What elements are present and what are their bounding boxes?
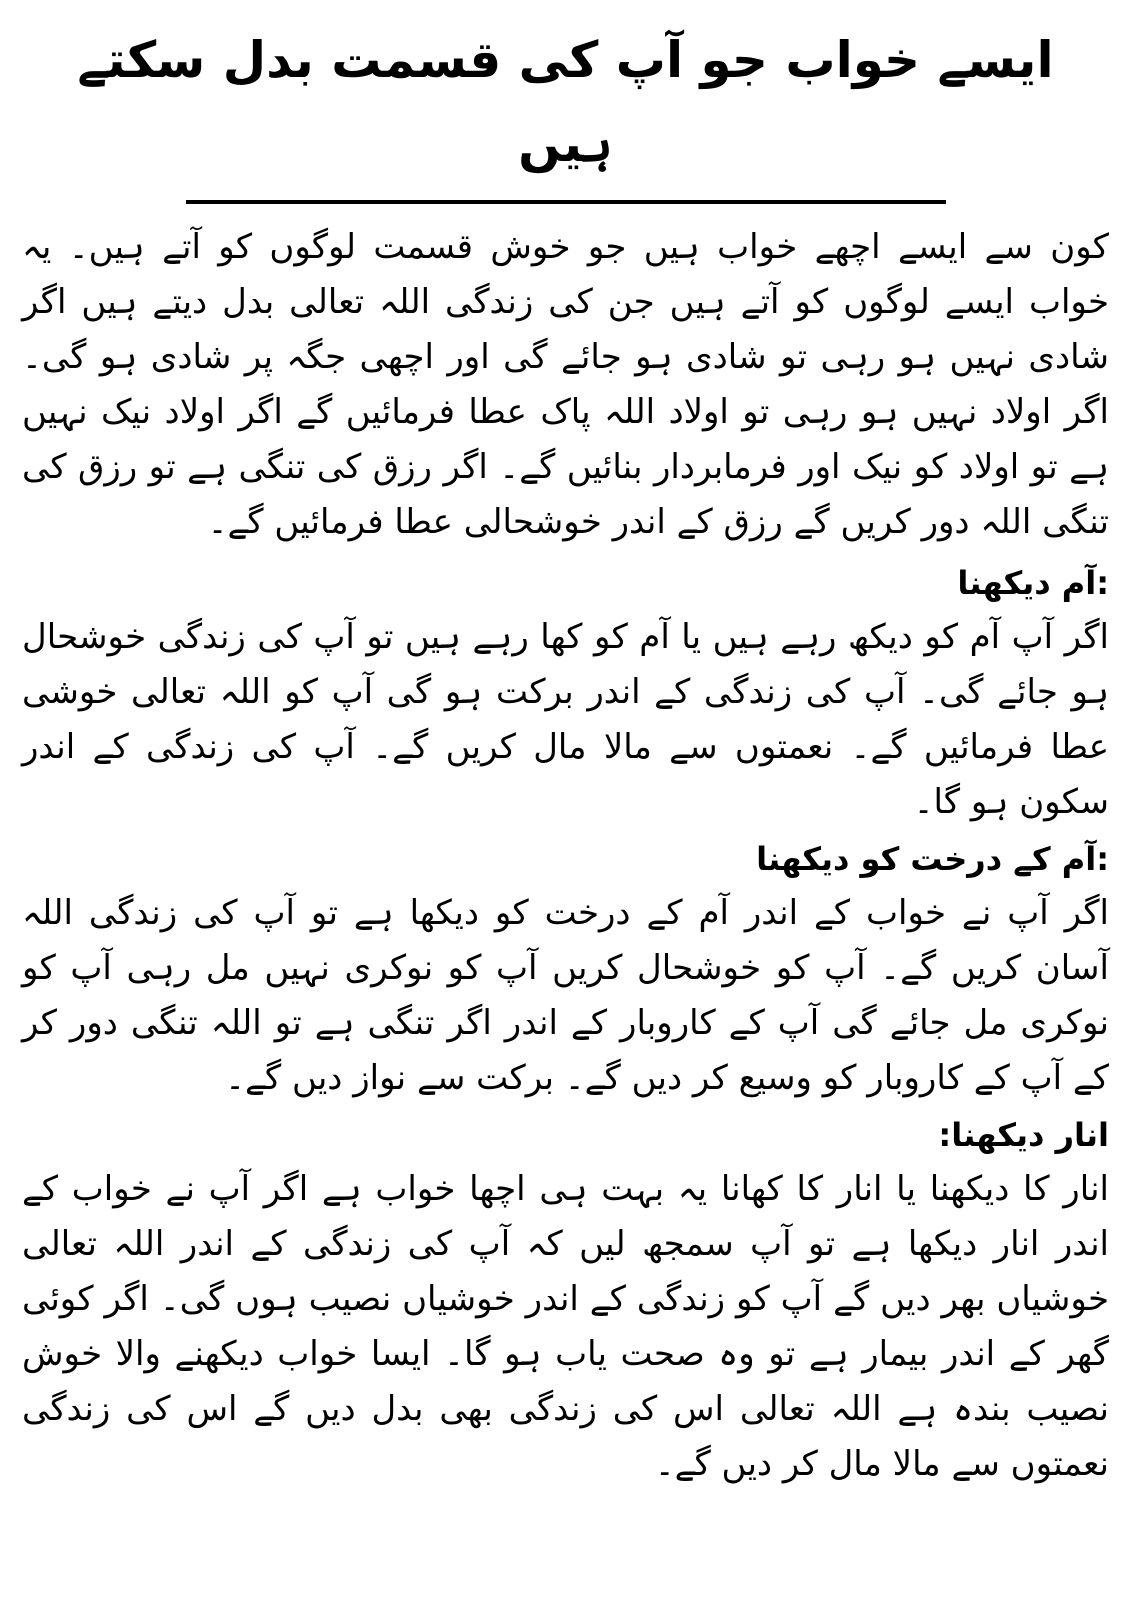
section-heading-pomegranate: انار دیکھنا: [938, 1116, 1109, 1154]
section-heading-mango: :آم دیکھنا [957, 564, 1109, 602]
section-body-mango: اگر آپ آم کو دیکھ رہے ہیں یا آم کو کھا رہے ہیں تو آپ کی زندگی خوشحال ہو جائے گی۔ آپ کی زندگی کے اندر برکت ہو گی آپ کو اللہ تعالی خوشی عطا فرمائیں گے۔ نعمتوں سے مالا مال کریں گے۔ آپ کی زندگی کے اندر سکون ہو گا۔ [22, 617, 1109, 822]
section-spacer [22, 550, 1109, 554]
intro-paragraph: کون سے ایسے اچھے خواب ہیں جو خوش قسمت لوگوں کو آتے ہیں۔ یہ خواب ایسے لوگوں کو آتے ہیں جن کی زندگی اللہ تعالی بدل دیتے ہیں اگر شادی نہیں ہو رہی تو شادی ہو جائے گی اور اچھی جگہ پر شادی ہو گی۔ اگر اولاد نہیں ہو رہی تو اولاد اللہ پاک عطا فرمائیں گے اگر اولاد نیک نہیں ہے تو اولاد کو نیک اور فرمابردار بنائیں گے۔ اگر رزق کی تنگی ہے تو رزق کی تنگی اللہ دور کریں گے رزق کے اندر خوشحالی عطا فرمائیں گے۔ [22, 227, 1109, 542]
title-underline [186, 200, 946, 204]
section-body-pomegranate: انار کا دیکھنا یا انار کا کھانا یہ بہت ہی اچھا خواب ہے اگر آپ نے خواب کے اندر انار دیکھا ہے تو آپ سمجھ لیں کہ آپ کی زندگی کے اندر اللہ تعالی خوشیاں بھر دیں گے آپ کو زندگی کے اندر خوشیاں نصیب ہوں گی۔ اگر کوئی گھر کے اندر بیمار ہے تو وہ صحت یاب ہو گا۔ ایسا خواب دیکھنے والا خوش نصیب بندہ ہے اللہ تعالی اس کی زندگی بھی بدل دیں گے اس کی زندگی نعمتوں سے مالا مال کر دیں گے۔ [22, 1169, 1109, 1484]
section-body-mango-tree: اگر آپ نے خواب کے اندر آم کے درخت کو دیکھا ہے تو آپ کی زندگی اللہ آسان کریں گے۔ آپ کو خوشحال کریں آپ کو نوکری نہیں مل رہی آپ کو نوکری مل جائے گی آپ کے کاروبار کے اندر اگر تنگی ہے تو اللہ تنگی دور کر کے آپ کے کاروبار کو وسیع کر دیں گے۔ برکت سے نواز دیں گے۔ [22, 893, 1109, 1098]
section-heading-mango-tree: :آم کے درخت کو دیکھنا [756, 840, 1109, 878]
page-title: ایسے خواب جو آپ کی قسمت بدل سکتے ہیں [77, 31, 1054, 173]
